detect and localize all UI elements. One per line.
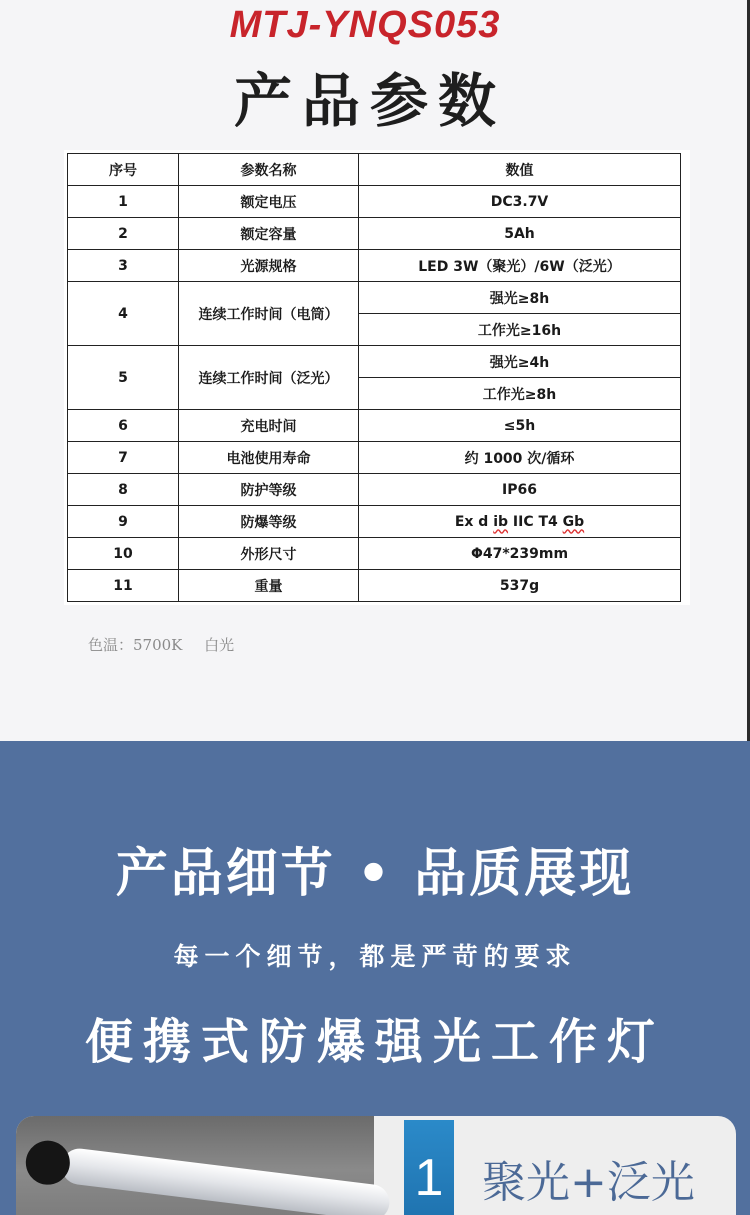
- row-number: 7: [68, 442, 179, 474]
- page-title: 产品参数: [233, 67, 506, 135]
- table-row: [68, 250, 681, 282]
- row-number: 8: [68, 474, 179, 506]
- row-param-name: 额定电压: [179, 186, 359, 218]
- color-temperature-note: 色温：5700K 白光: [88, 636, 235, 654]
- row-param-value: IP66: [359, 474, 681, 506]
- header-cell-value: 数值: [359, 154, 681, 186]
- row-number: 10: [68, 538, 179, 570]
- row-number: 3: [68, 250, 179, 282]
- table-row: [68, 538, 681, 570]
- row-param-value: 工作光≥16h: [359, 314, 681, 346]
- value-part: Ex d: [454, 513, 494, 530]
- table-row: [68, 346, 681, 378]
- table-row: [68, 474, 681, 506]
- parameter-table: [67, 153, 681, 602]
- row-number: 11: [68, 570, 179, 602]
- table-header-row: [68, 154, 681, 186]
- row-param-name: 防爆等级: [179, 506, 359, 538]
- row-param-value: 537g: [359, 570, 681, 602]
- row-param-value: 5Ah: [359, 218, 681, 250]
- row-number: 9: [68, 506, 179, 538]
- row-param-value: [359, 506, 681, 538]
- table-row: [68, 570, 681, 602]
- product-name: 便携式防爆强光工作灯: [84, 1014, 665, 1070]
- detail-section: [0, 741, 750, 1215]
- lamp-tube: [60, 1147, 392, 1215]
- row-param-name: 防护等级: [179, 474, 359, 506]
- feature-card: [16, 1116, 736, 1215]
- lamp-image: [23, 1138, 386, 1215]
- row-param-name: 连续工作时间（电筒）: [179, 282, 359, 346]
- row-param-value: DC3.7V: [359, 186, 681, 218]
- header-cell-no: 序号: [68, 154, 179, 186]
- table-row: [68, 186, 681, 218]
- row-param-value: 工作光≥8h: [359, 378, 681, 410]
- detail-heading: 产品细节 • 品质展现: [115, 844, 635, 904]
- row-param-value: 约 1000 次/循环: [359, 442, 681, 474]
- row-number: 1: [68, 186, 179, 218]
- feature-label: 聚光+泛光: [482, 1157, 695, 1208]
- detail-subheading: 每一个细节，都是严苛的要求: [173, 942, 577, 971]
- row-number: 4: [68, 282, 179, 346]
- row-param-name: 充电时间: [179, 410, 359, 442]
- lamp-end-cap: [23, 1138, 72, 1187]
- table-row: [68, 282, 681, 314]
- row-param-value: 强光≥8h: [359, 282, 681, 314]
- row-param-value: LED 3W（聚光）/6W（泛光）: [359, 250, 681, 282]
- row-number: 5: [68, 346, 179, 410]
- value-part: IIC T4: [508, 513, 563, 530]
- table-row: [68, 218, 681, 250]
- feature-number-badge: 1: [404, 1120, 454, 1215]
- table-row: [68, 410, 681, 442]
- row-param-name: 电池使用寿命: [179, 442, 359, 474]
- table-row: [68, 506, 681, 538]
- row-param-name: 连续工作时间（泛光）: [179, 346, 359, 410]
- row-param-value: ≤5h: [359, 410, 681, 442]
- row-param-name: 光源规格: [179, 250, 359, 282]
- row-param-name: 额定容量: [179, 218, 359, 250]
- parameter-table-wrapper: [64, 150, 690, 605]
- row-number: 2: [68, 218, 179, 250]
- product-photo: [16, 1116, 374, 1215]
- model-number: MTJ-YNQS053: [229, 4, 501, 46]
- value-part-gb: Gb: [562, 513, 585, 530]
- row-param-name: 外形尺寸: [179, 538, 359, 570]
- header-cell-name: 参数名称: [179, 154, 359, 186]
- table-row: [68, 442, 681, 474]
- row-param-value: Φ47*239mm: [359, 538, 681, 570]
- value-part-ib: ib: [493, 513, 509, 530]
- row-param-value: 强光≥4h: [359, 346, 681, 378]
- row-number: 6: [68, 410, 179, 442]
- row-param-name: 重量: [179, 570, 359, 602]
